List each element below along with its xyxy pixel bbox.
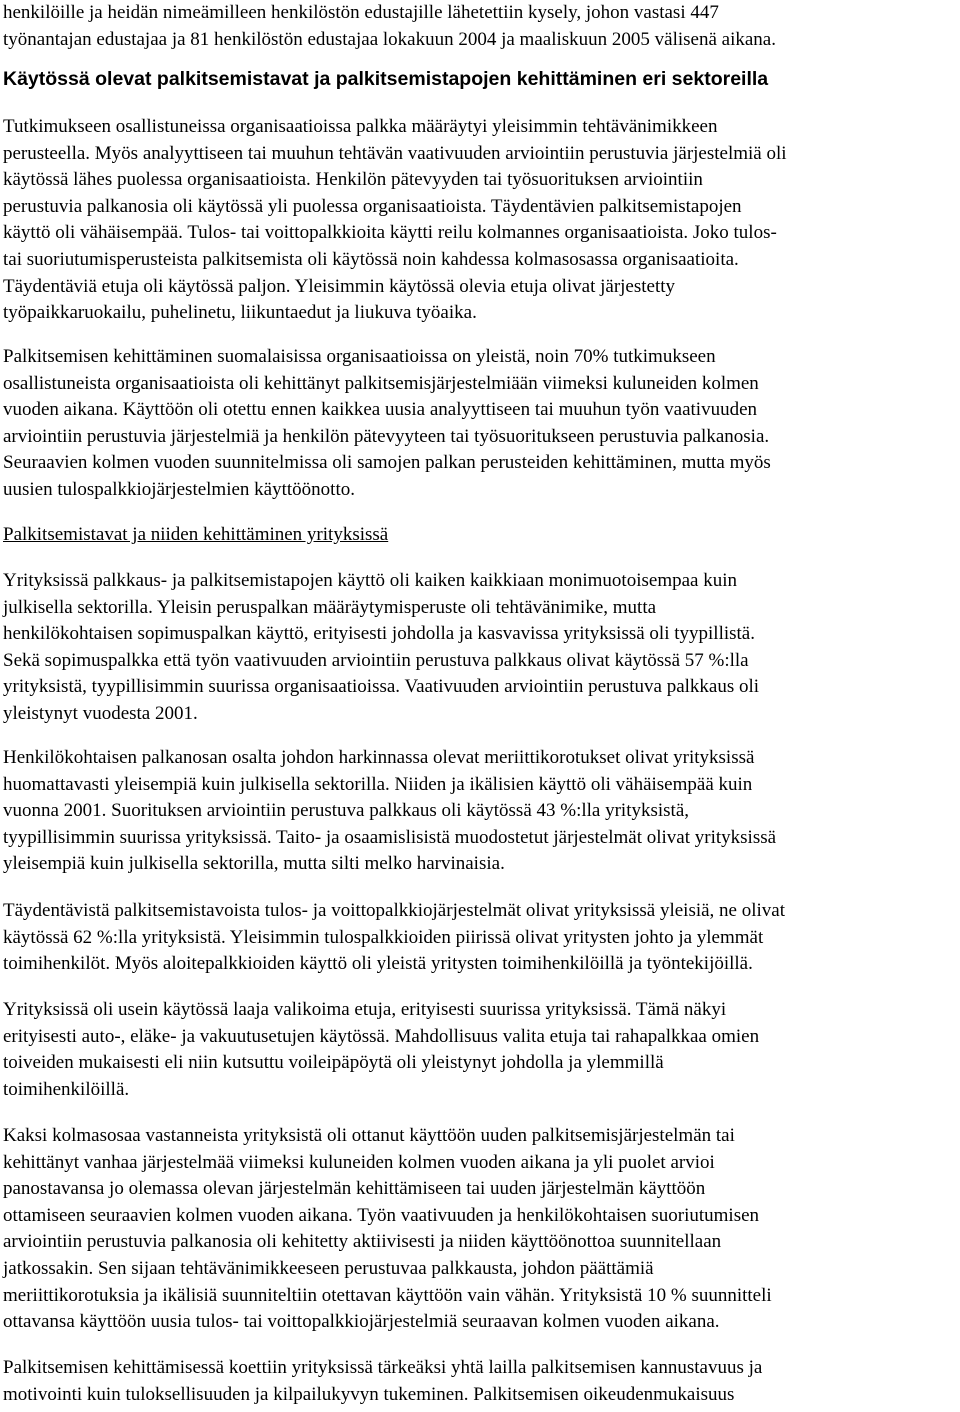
paragraph — [3, 745, 955, 878]
text-line: käytössä 62 %:lla yrityksistä. Yleisimmin tulospalkkioiden piirissä olivat yritysten johto ja ylemmät — [3, 926, 764, 948]
text-line: panostavansa jo olemassa olevan järjestelmän kehittämiseen tai uuden järjestelmän käyttöön — [3, 1178, 706, 1200]
text-line: yleistynyt vuodesta 2001. — [3, 702, 198, 724]
text-line: Seuraavien kolmen vuoden suunnitelmissa oli samojen palkan perusteiden kehittäminen, mutta myös — [3, 452, 771, 474]
text-line: toimihenkilöillä. — [3, 1078, 130, 1100]
text-line: kehittänyt vanhaa järjestelmää viimeksi kuluneiden kolmen vuoden aikana ja yli puolet arvioi — [3, 1151, 715, 1173]
text-line: Sekä sopimuspalkka että työn vaativuuden arviointiin perustuva palkkaus olivat käytössä 57 %:lla — [3, 649, 749, 671]
text-line: huomattavasti yleisempiä kuin julkisella sektorilla. Niiden ja ikälisien käyttö oli vähäisempää kuin — [3, 773, 753, 795]
text-line: toimihenkilöt. Myös aloitepalkkioiden käyttö oli yleistä yritysten toimihenkilöillä ja työntekijöillä. — [3, 953, 753, 975]
text-line: yleisempiä kuin julkisella sektorilla, mutta silti melko harvinaisia. — [3, 853, 505, 875]
text-line: henkilökohtaisen sopimuspalkan käyttö, erityisesti johdolla ja kasvavissa yrityksissä oli tyypillistä. — [3, 623, 755, 645]
section-heading-sectors — [3, 66, 955, 93]
text-line: jatkossakin. Sen sijaan tehtävänimikkeeseen perustuvaa palkkausta, johdon päättämiä — [3, 1257, 654, 1279]
intro-paragraph — [3, 0, 955, 53]
text-line: perusteella. Myös analyyttiseen tai muuhun tehtävän vaativuuden arviointiin perustuvia järjestelmiä oli — [3, 142, 787, 164]
paragraph — [3, 114, 955, 327]
text-line: vuoden aikana. Käyttöön oli otettu ennen kaikkea uusia analyyttiseen tai muuhun työn vaativuuden — [3, 399, 757, 421]
text-line: käyttö oli vähäisempää. Tulos- tai voittopalkkioita käytti reilu kolmannes organisaatioista. Joko tulos- — [3, 222, 777, 244]
paragraph — [3, 1123, 955, 1336]
text-line: Yrityksissä oli usein käytössä laaja valikoima etuja, erityisesti suurissa yrityksissä. Tämä näkyi — [3, 999, 727, 1020]
text-line: ottamiseen seuraavien kolmen vuoden aikana. Työn vaativuuden ja henkilökohtaisen suoriutumisen — [3, 1204, 760, 1226]
section-heading-companies — [3, 522, 955, 549]
text-line: Henkilökohtaisen palkanosan osalta johdon harkinnassa olevat meriittikorotukset olivat yrityksissä — [3, 747, 755, 768]
text-line: vuonna 2001. Suorituksen arviointiin perustuva palkkaus oli käytössä 43 %:lla yrityksistä, — [3, 800, 690, 822]
text-line: Palkitsemisen kehittämisessä koettiin yrityksissä tärkeäksi yhtä lailla palkitsemisen kannustavuus ja — [3, 1357, 763, 1378]
text-line: motivointi kuin tuloksellisuuden ja kilpailukyvyn tukeminen. Palkitsemisen oikeudenmukaisuus — [3, 1383, 735, 1405]
text-line: arviointiin perustuvia järjestelmiä ja henkilön pätevyyteen tai työsuoritukseen perustuvia palkanosia. — [3, 425, 770, 447]
text-line: toiveiden mukaisesti eli niin kutsuttu voileipäpöytä oli yleistynyt johdolla ja ylemmillä — [3, 1052, 664, 1074]
text-line: tai suoriutumisperusteista palkitsemista oli käytössä noin kahdessa kolmasosassa organisaatioita. — [3, 248, 739, 270]
text-line: Täydentäviä etuja oli käytössä paljon. Yleisimmin käytössä olevia etuja olivat järjestetty — [3, 275, 676, 297]
text-line: perustuvia palkanosia oli käytössä yli puolessa organisaatioista. Täydentävien palkitsemistapojen — [3, 195, 742, 217]
text-line: osallistuneista organisaatioista oli kehittänyt palkitsemisjärjestelmiään viimeksi kuluneiden kolmen — [3, 372, 759, 394]
section-heading-text: Palkitsemistavat ja niiden kehittäminen yrityksissä — [3, 524, 389, 545]
paragraph — [3, 344, 955, 504]
text-line: käytössä lähes puolessa organisaatioista. Henkilön pätevyyden tai työsuorituksen arviointiin — [3, 169, 703, 191]
paragraph — [3, 1355, 955, 1408]
text-line: meriittikorotuksia ja ikälisiä suunniteltiin otettavan käyttöön vain vähän. Yrityksistä 10 % suunnitteli — [3, 1284, 772, 1306]
text-line: erityisesti auto-, eläke- ja vakuutusetujen käytössä. Mahdollisuus valita etuja tai rahapalkkaa omien — [3, 1025, 760, 1047]
text-line: työpaikkaruokailu, puhelinetu, liikuntaedut ja liukuva työaika. — [3, 302, 477, 324]
text-line: työnantajan edustajaa ja 81 henkilöstön edustajaa lokakuun 2004 ja maaliskuun 2005 välisenä aikana. — [3, 28, 776, 50]
text-line: Tutkimukseen osallistuneissa organisaatioissa palkka määräytyi yleisimmin tehtävänimikkeen — [3, 116, 718, 137]
text-line: tyypillisimmin suurissa yrityksissä. Taito- ja osaamislisistä muodostetut järjestelmät olivat yrityksissä — [3, 826, 777, 848]
text-line: Kaksi kolmasosaa vastanneista yrityksistä oli ottanut käyttöön uuden palkitsemisjärjestelmän tai — [3, 1125, 735, 1146]
text-line: yrityksistä, tyypillisimmin suurissa organisaatioissa. Vaativuuden arviointiin perustuva palkkaus oli — [3, 676, 760, 698]
paragraph — [3, 997, 955, 1103]
text-line: Täydentävistä palkitsemistavoista tulos- ja voittopalkkiojärjestelmät olivat yrityksissä yleisiä, ne olivat — [3, 900, 786, 921]
text-line: julkisella sektorilla. Yleisin peruspalkan määräytymisperuste oli tehtävänimike, mutta — [3, 596, 657, 618]
text-line: uusien tulospalkkiojärjestelmien käyttöönotto. — [3, 478, 355, 500]
paragraph — [3, 568, 955, 728]
section-heading-text: Käytössä olevat palkitsemistavat ja palkitsemistapojen kehittäminen eri sektoreilla — [3, 68, 769, 90]
text-line: henkilöille ja heidän nimeämilleen henkilöstön edustajille lähetettiin kysely, johon vastasi 447 — [3, 2, 719, 23]
text-line: arviointiin perustuvia palkanosia oli kehitetty aktiivisesti ja niiden käyttöönottoa suunnitellaan — [3, 1231, 722, 1253]
text-line: ottavansa käyttöön uusia tulos- tai voittopalkkiojärjestelmiä seuraavan kolmen vuoden aikana. — [3, 1311, 720, 1333]
paragraph — [3, 898, 955, 978]
text-line: Palkitsemisen kehittäminen suomalaisissa organisaatioissa on yleistä, noin 70% tutkimukseen — [3, 346, 716, 367]
text-line: Yrityksissä palkkaus- ja palkitsemistapojen käyttö oli kaiken kaikkiaan monimuotoisempaa kuin — [3, 570, 737, 591]
